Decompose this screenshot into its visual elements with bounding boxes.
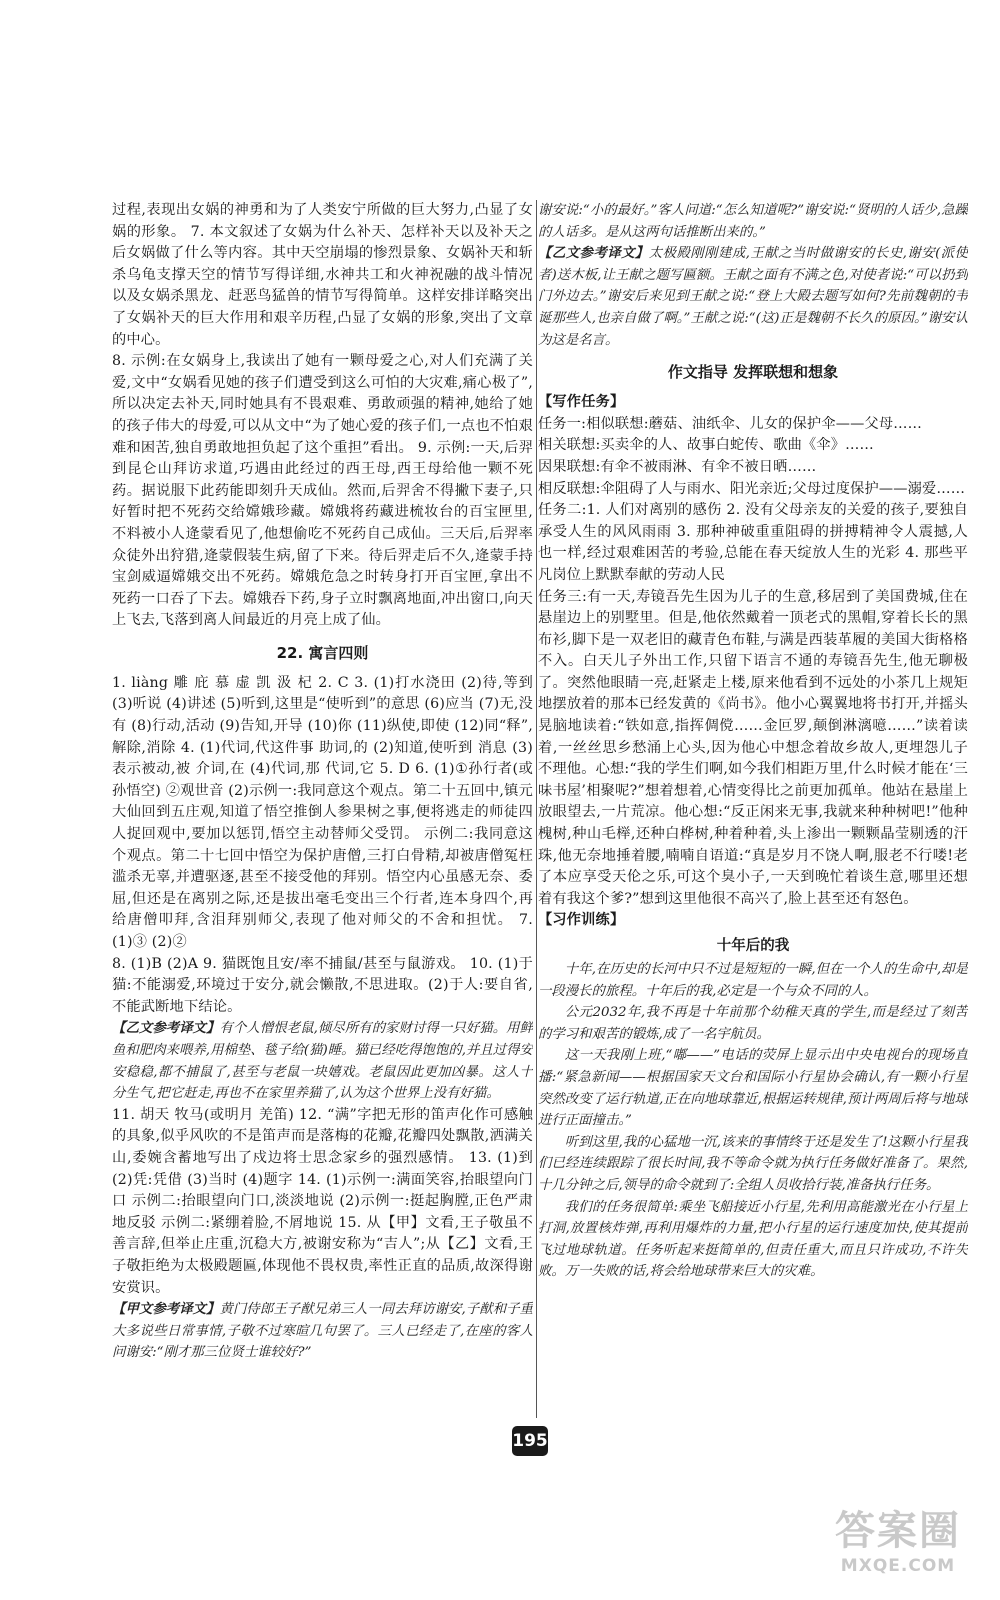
translation-text: 黄门侍郎王子猷兄弟三人一同去拜访谢安,子猷和子重大多说些日常事情,子敬不过寒暄几句罢了。三人已经走了,在座的客人问谢安:“刚才那三位贤士谁较好?” xyxy=(112,1302,533,1361)
essay-paragraph: 这一天我刚上班,“嘟——”电话的荧屏上显示出中央电视台的现场直播:“紧急新闻——根据国家天文台和国际小行星协会确认,有一颗小行星突然改变了运行轨道,正在向地球靠近,根据运转规律,预计两周后将与地球进行正面撞击。” xyxy=(538,1048,968,1129)
answer-paragraph: 11. 胡天 牧马(或明月 羌笛) 12. “满”字把无形的笛声化作可感触的具象,似乎风吹的不是笛声而是落梅的花瓣,花瓣四处飘散,洒满关山,委婉含蓄地写出了戍边将士思念家乡的强烈感情。 13. (1)到 (2)凭:凭借 (3)当时 (4)题字 14. (1)示例一:满面笑容,抬眼望向门口 示例二:抬眼望向门口,淡淡地说 (2)示例一:挺起胸膛,正色严肃地反驳 示例二:紧绷着脸,不屑地说 15. 从【甲】文看,王子敬虽不善言辞,但举止庄重,沉稳大方,被谢安称为“吉人”;从【乙】文看,王子敬拒绝为太极殿题匾,体现他不畏权贵,率性正直的品质,故深得谢安赏识。 xyxy=(112,1106,533,1296)
translation-paragraph xyxy=(112,1299,533,1364)
watermark-url: MXQE.COM xyxy=(840,1556,956,1576)
translation-paragraph xyxy=(538,243,968,351)
translation-paragraph: 谢安说:“小的最好。”客人问道:“怎么知道呢?”谢安说:“贤明的人话少,急躁的人话多。是从这两句话推断出来的。” xyxy=(538,203,968,240)
translation-label: 【甲文参考译文】 xyxy=(112,1302,220,1318)
task-line: 任务一:相似联想:蘑菇、油纸伞、儿女的保护伞——父母…… xyxy=(538,415,923,432)
translation-text: 有个人憎恨老鼠,倾尽所有的家财讨得一只好猫。用鲜鱼和肥肉来喂养,用棉垫、毯子给(猫)睡。猫已经吃得饱饱的,并且过得安安稳稳,都不捕鼠了,甚至与老鼠一块嬉戏。老鼠因此更加凶暴。这人十分生气,把它赶走,再也不在家里养猫了,认为这个世界上没有好猫。 xyxy=(112,1021,533,1102)
translation-label: 【乙文参考译文】 xyxy=(112,1021,220,1037)
essay-paragraph: 我们的任务很简单:乘坐飞船接近小行星,先利用高能激光在小行星上打洞,放置核炸弹,再利用爆炸的力量,把小行星的运行速度加快,使其提前飞过地球轨道。任务听起来挺简单的,但责任重大,而且只许成功,不许失败。万一失败的话,将会给地球带来巨大的灾难。 xyxy=(538,1199,968,1280)
translation-text: 太极殿刚刚建成,王献之当时做谢安的长史,谢安(派使者)送木板,让王献之题写匾额。王献之面有不满之色,对使者说:“可以扔到门外边去。”谢安后来见到王献之说:“登上大殿去题写如何?先前魏朝的韦诞那些人,也亲自做了啊。”王献之说:“(这)正是魏朝不长久的原因。”谢安认为这是名言。 xyxy=(538,246,968,348)
essay-paragraph: 十年,在历史的长河中只不过是短短的一瞬,但在一个人的生命中,却是一段漫长的旅程。十年后的我,必定是一个与众不同的人。 xyxy=(538,962,968,999)
right-column xyxy=(538,200,968,1283)
left-column xyxy=(112,200,533,1364)
task-label: 【写作任务】 xyxy=(538,394,625,411)
translation-label: 【乙文参考译文】 xyxy=(538,246,649,262)
essay-paragraph: 公元2032年,我不再是十年前那个幼稚天真的学生,而是经过了刻苦的学习和艰苦的锻炼,成了一名宇航员。 xyxy=(538,1005,968,1042)
essay-paragraph: 听到这里,我的心猛地一沉,该来的事情终于还是发生了!这颗小行星我们已经连续跟踪了很长时间,我不等命令就为执行任务做好准备了。果然,十几分钟之后,领导的命令就到了:全组人员收拾行装,准备执行任务。 xyxy=(538,1134,968,1193)
page-number: 195 xyxy=(512,1426,548,1456)
task-line: 相反联想:伞阻碍了人与雨水、阳光亲近;父母过度保护——溺爱…… xyxy=(538,480,966,497)
section-title: 作文指导 发挥联想和想象 xyxy=(667,363,839,382)
task-line: 任务二:1. 人们对离别的感伤 2. 没有父母亲友的关爱的孩子,要独自承受人生的风风雨雨 3. 那种神破重重阻碍的拼搏精神令人震撼,人也一样,经过艰难困苦的考验,总能在春天绽放人生的光彩 4. 那些平凡岗位上默默奉献的劳动人民 xyxy=(538,502,968,583)
watermark-logo xyxy=(818,1506,978,1586)
answer-paragraph: 过程,表现出女娲的神勇和为了人类安宁所做的巨大努力,凸显了女娲的形象。 7. 本文叙述了女娲为什么补天、怎样补天以及补天之后女娲做了什么等内容。其中天空崩塌的惨烈景象、女娲补天和斩杀乌龟支撑天空的情节写得详细,水神共工和火神祝融的战斗情况以及女娲杀黑龙、赶恶鸟猛兽的情节写得简单。这样安排详略突出了女娲补天的巨大作用和艰辛历程,凸显了女娲的形象,突出了文章的中心。 xyxy=(112,202,533,348)
answer-paragraph: 8. 示例:在女娲身上,我读出了她有一颗母爱之心,对人们充满了关爱,文中“女娲看见她的孩子们遭受到这么可怕的大灾难,痛心极了”,所以决定去补天,同时她具有不畏艰难、勇敢顽强的精神,她给了她的孩子伟大的母爱,可以从文中“为了她心爱的孩子们,一点也不怕艰难和困苦,独自勇敢地担负起了这个重担”看出。 9. 示例:一天,后羿到昆仑山拜访求道,巧遇由此经过的西王母,西王母给他一颗不死药。据说服下此药能即刻升天成仙。然而,后羿舍不得撇下妻子,只好暂时把不死药交给嫦娥珍藏。嫦娥将药藏进梳妆台的百宝匣里,不料被小人逄蒙看见了,他想偷吃不死药自己成仙。三天后,后羿率众徒外出狩猎,逄蒙假装生病,留了下来。待后羿走后不久,逄蒙手持宝剑威逼嫦娥交出不死药。嫦娥危急之时转身打开百宝匣,拿出不死药一口吞了下去。嫦娥吞下药,身子立时飘离地面,冲出窗口,向天上飞去,飞落到离人间最近的月亮上成了仙。 xyxy=(112,353,533,629)
task-line: 相关联想:买卖伞的人、故事白蛇传、歌曲《伞》…… xyxy=(538,437,874,454)
essay-title: 十年后的我 xyxy=(716,938,790,954)
translation-paragraph xyxy=(112,1018,533,1104)
section-title: 22. 寓言四则 xyxy=(276,643,369,662)
column-divider xyxy=(536,200,537,1418)
task-line: 因果联想:有伞不被雨淋、有伞不被日晒…… xyxy=(538,458,817,475)
watermark-text: 答案圈 xyxy=(835,1508,961,1554)
essay-body xyxy=(538,959,968,1283)
task-line: 任务三:有一天,寿镜吾先生因为儿子的生意,移居到了美国费城,住在悬崖边上的别墅里。但是,他依然戴着一顶老式的黑帽,穿着长长的黑布衫,脚下是一双老旧的藏青色布鞋,与满是西装革履的美国大街格格不入。白天儿子外出工作,只留下语言不通的寿镜吾先生,他无聊极了。突然他眼睛一亮,赶紧走上楼,原来他看到不远处的小茶几上规矩地摆放着的那本已经发黄的《尚书》。他小心翼翼地将书打开,并摇头晃脑地读着:“铁如意,指挥倜傥……金叵罗,颠倒淋漓噫……”读着读着,一丝丝思乡愁涌上心头,因为他心中想念着故乡故人,更埋怨儿子不理他。心想:“我的学生们啊,如今我们相距万里,什么时候才能在‘三味书屋’相聚呢?”想着想着,心情变得比之前更加孤单。他站在悬崖上放眼望去,一片荒凉。他心想:“反正闲来无事,我就来种种树吧!”他种槐树,种山毛榉,还种白桦树,种着种着,头上渗出一颗颗晶莹剔透的汗珠,他无奈地捶着腰,喃喃自语道:“真是岁月不饶人啊,服老不行喽!老了本应享受天伦之乐,可这个臭小子,一天到晚忙着谈生意,哪里还想着有我这个爹?”想到这里他很不高兴了,脸上甚至还有怒色。 xyxy=(538,588,968,907)
answer-paragraph: 1. liàng 雕 庇 慕 虚 凯 汲 杞 2. C 3. (1)打水浇田 (2)待,等到 (3)听说 (4)讲述 (5)听到,这里是“使听到”的意思 (6)应当 (7)无,没有 (8)行动,活动 (9)告知,开导 (10)你 (11)纵使,即使 (12)同“释”,解除,消除 4. (1)代词,代这件事 助词,的 (2)知道,使听到 消息 (3)表示被动,被 介词,在 (4)代词,那 代词,它 5. D 6. (1)①孙行者(或孙悟空) ②观世音 (2)示例一:我同意这个观点。第二十五回中,镇元大仙回到五庄观,知道了悟空推倒人参果树之事,便将逃走的师徒四人捉回观中,要加以惩罚,悟空主动替师父受罚。 示例二:我同意这个观点。第二十七回中悟空为保护唐僧,三打白骨精,却被唐僧冤枉滥杀无辜,并遭驱逐,甚至不接受他的拜别。悟空内心虽感无奈、委屈,但还是在离别之际,还是拔出毫毛变出三个行者,连本身四个,再给唐僧叩拜,含泪拜别师父,表现了他对师父的不舍和担忧。 7. (1)③ (2)② xyxy=(112,674,533,950)
answer-paragraph: 8. (1)B (2)A 9. 猫既饱且安/率不捕鼠/甚至与鼠游戏。 10. (1)于猫:不能溺爱,环境过于安分,就会懒散,不思进取。(2)于人:要自省,不能武断地下结论。 xyxy=(112,955,533,1015)
practice-label: 【习作训练】 xyxy=(538,912,625,929)
